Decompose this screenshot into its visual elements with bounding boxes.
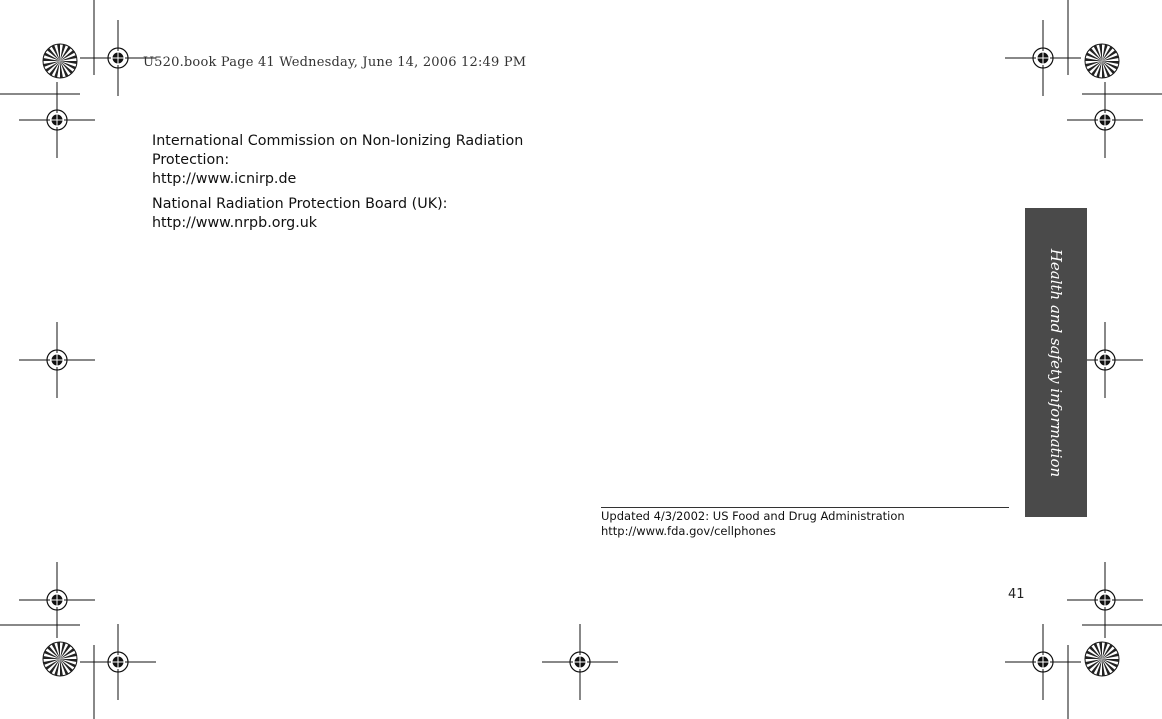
nrpb-url[interactable]: http://www.nrpb.org.uk bbox=[152, 215, 318, 231]
footnote-rule bbox=[601, 507, 1009, 508]
registration-target-right-upper bbox=[1067, 82, 1143, 158]
registration-target-bottom-left bbox=[80, 624, 156, 700]
header-slug: U520.book Page 41 Wednesday, June 14, 2006 12:49 PM bbox=[143, 55, 527, 70]
icnirp-name-line-2: Protection: bbox=[152, 152, 230, 168]
registration-target-top-right bbox=[1005, 20, 1081, 96]
registration-starburst-bottom-right bbox=[1085, 642, 1119, 676]
registration-target-left-upper bbox=[19, 82, 95, 158]
registration-target-right-lower bbox=[1067, 562, 1143, 638]
icnirp-url[interactable]: http://www.icnirp.de bbox=[152, 171, 297, 187]
page-number: 41 bbox=[1008, 587, 1025, 602]
nrpb-reference bbox=[152, 195, 448, 233]
nrpb-name: National Radiation Protection Board (UK): bbox=[152, 196, 448, 212]
side-tab-label: Health and safety information bbox=[1047, 248, 1065, 477]
footnote bbox=[601, 509, 905, 539]
registration-target-left-lower bbox=[19, 562, 95, 638]
footnote-url[interactable]: http://www.fda.gov/cellphones bbox=[601, 524, 776, 538]
registration-starburst-top-left bbox=[43, 44, 77, 78]
section-side-tab bbox=[1025, 208, 1087, 517]
icnirp-name-line-1: International Commission on Non-Ionizing Radiation bbox=[152, 133, 524, 149]
registration-target-bottom-right bbox=[1005, 624, 1081, 700]
footnote-line-1: Updated 4/3/2002: US Food and Drug Administration bbox=[601, 509, 905, 523]
registration-target-left-middle bbox=[19, 322, 95, 398]
icnirp-reference bbox=[152, 132, 523, 189]
registration-target-bottom-center bbox=[542, 624, 618, 700]
registration-starburst-bottom-left bbox=[43, 642, 77, 676]
registration-starburst-top-right bbox=[1085, 44, 1119, 78]
